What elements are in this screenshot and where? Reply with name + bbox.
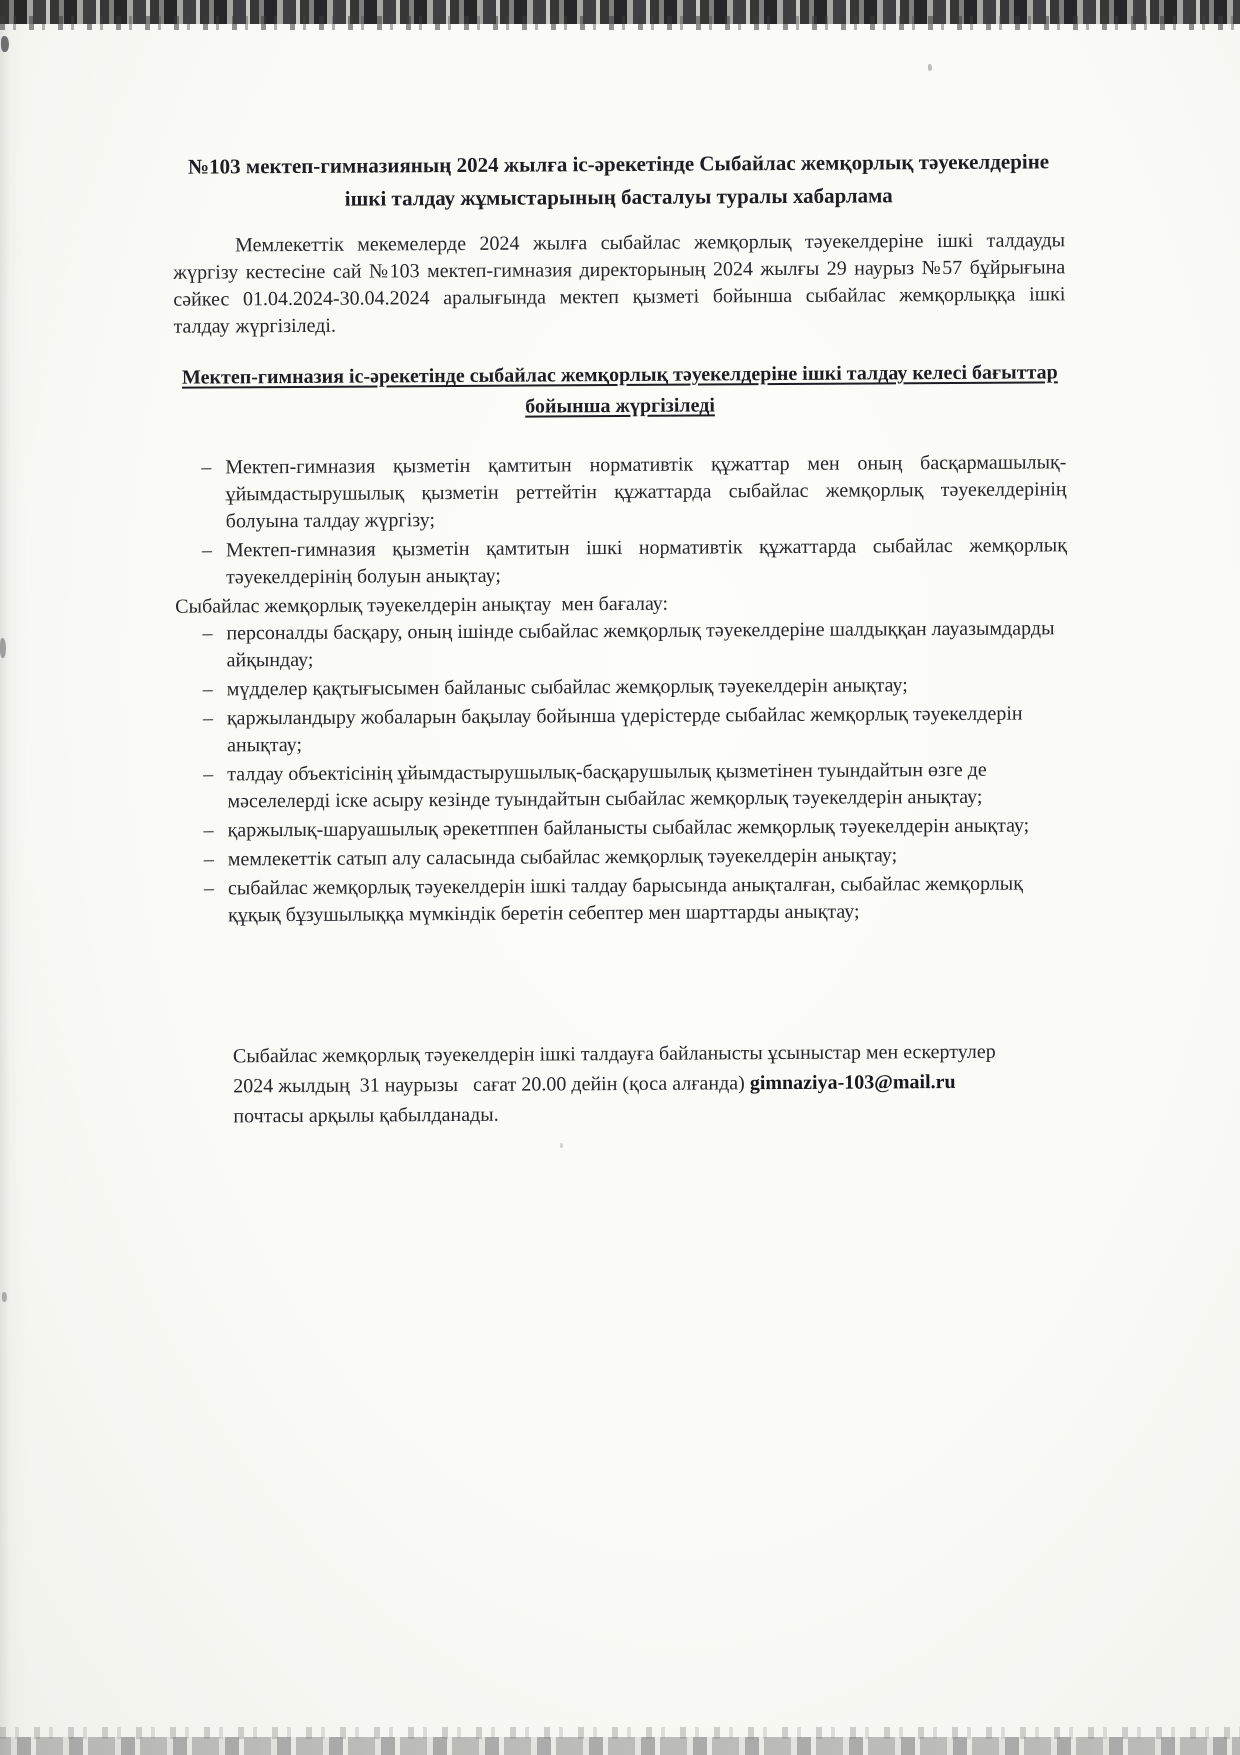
bullet-dash: – bbox=[203, 877, 215, 900]
document-title: №103 мектеп-гимназияның 2024 жылға іс-әрекетінде Сыбайлас жемқорлық тәуекелдеріне ішкі талдау жұмыстарының басталуы туралы хабарлама bbox=[187, 149, 1050, 211]
section-heading: Мектеп-гимназия іс-әрекетінде сыбайлас жемқорлық тәуекелдеріне ішкі талдау келесі бағыттар бойынша жүргізіледі bbox=[181, 361, 1058, 418]
document-content bbox=[172, 0, 1071, 1132]
bullet-dash: – bbox=[202, 707, 214, 730]
list-item bbox=[176, 756, 1068, 815]
closing-text-before-email: Сыбайлас жемқорлық тәуекелдерін ішкі талдауға байланысты ұсыныстар мен ескертулер 2024 жылдың 31 наурызы сағат 20.00 дейін (қоса алғанда) bbox=[232, 1040, 1001, 1098]
scan-speck bbox=[560, 1143, 563, 1148]
list-item bbox=[175, 615, 1067, 674]
scan-speck bbox=[0, 638, 6, 658]
list-item-text: Мектеп-гимназия қызметін қамтитын ішкі нормативтік құжаттарда сыбайлас жемқорлық тәуекелдерінің болуын анықтау; bbox=[225, 534, 1067, 589]
closing-text-after-email: почтасы арқылы қабылданады. bbox=[233, 1070, 966, 1128]
list-item bbox=[177, 812, 1069, 844]
bullet-dash: – bbox=[203, 848, 214, 871]
bullet-dash: – bbox=[202, 678, 213, 701]
list-item-text: қаржылық-шаруашылық әрекетппен байланысты сыбайлас жемқорлық тәуекелдерін анықтау; bbox=[227, 814, 1030, 842]
list-item bbox=[175, 532, 1067, 591]
list-item-text: мемлекеттік сатып алу саласында сыбайлас жемқорлық тәуекелдерін анықтау; bbox=[227, 844, 898, 871]
bullet-dash: – bbox=[203, 763, 214, 786]
list-item-text: қаржыландыру жобаларын бақылау бойынша үдерістерде сыбайлас жемқорлық тәуекелдерін анықтау; bbox=[226, 702, 1023, 757]
email-address: gimnaziya-103@mail.ru bbox=[749, 1070, 956, 1095]
bullet-dash: – bbox=[201, 456, 212, 479]
scan-speck bbox=[1, 36, 9, 52]
subsection-label: Сыбайлас жемқорлық тәуекелдерін анықтау мен бағалау: bbox=[175, 592, 669, 618]
scan-speck bbox=[2, 1292, 7, 1302]
list-item-text: персоналды басқару, оның ішінде сыбайлас жемқорлық тәуекелдеріне шалдыққан лауазымдарды айқындау; bbox=[226, 617, 1055, 672]
list-item bbox=[174, 449, 1066, 535]
list-item bbox=[177, 870, 1069, 929]
intro-paragraph: Мемлекеттік мекемелерде 2024 жылға сыбайлас жемқорлық тәуекелдеріне ішкі талдауды жүргізу кестесіне сай №103 мектеп-гимназия директорының 2024 жылғы 29 наурыз №57 бұйрығына сәйкес 01.04.2024-30.04.2024 аралығында мектеп қызметі бойынша сыбайлас жемқорлыққа ішкі талдау жүргізіледі. bbox=[173, 229, 1066, 338]
sub-bullet-list bbox=[175, 615, 1069, 929]
main-bullet-list bbox=[174, 449, 1067, 591]
list-item bbox=[176, 671, 1068, 703]
scan-edge-artifact-bottom bbox=[0, 1737, 1240, 1755]
list-item-text: мүдделер қақтығысымен байланыс сыбайлас жемқорлық тәуекелдерін анықтау; bbox=[226, 674, 908, 701]
bullet-dash: – bbox=[201, 539, 212, 562]
list-item-text: Мектеп-гимназия қызметін қамтитын нормативтік құжаттар мен оның басқармашылық-ұйымдастырушылық қызметін реттейтін құжаттарда сыбайлас жемқорлық тәуекелдерінің болуына талдау жүргізу; bbox=[225, 451, 1067, 533]
bullet-dash: – bbox=[203, 819, 214, 842]
closing-paragraph bbox=[233, 1037, 1026, 1132]
list-item bbox=[177, 841, 1069, 873]
list-item-text: сыбайлас жемқорлық тәуекелдерін ішкі талдау барысында анықталған, сыбайлас жемқорлық құқық бұзушылыққа мүмкіндік беретін себептер мен шарттарды анықтау; bbox=[227, 872, 1023, 927]
list-item-text: талдау объектісінің ұйымдастырушылық-басқарушылық қызметінен туындайтын өзге де мәселелерді іске асыру кезінде туындайтын сыбайлас жемқорлық тәуекелдерін анықтау; bbox=[227, 758, 987, 813]
list-item bbox=[176, 700, 1068, 759]
bullet-dash: – bbox=[202, 622, 213, 645]
